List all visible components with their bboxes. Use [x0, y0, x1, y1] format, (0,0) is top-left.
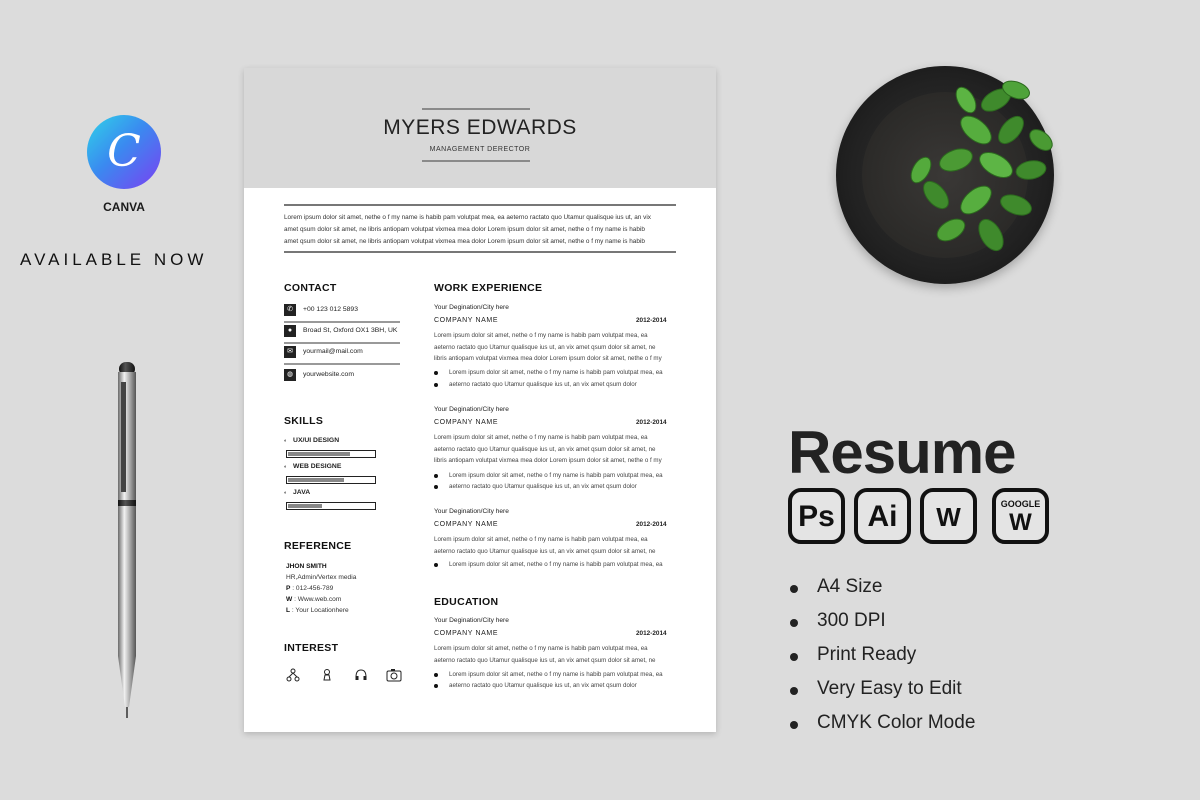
photoshop-icon: [788, 488, 845, 544]
app-icons: [788, 488, 1058, 550]
google-docs-icon: [992, 488, 1049, 544]
contact-title: CONTACT: [284, 282, 337, 294]
skill-bar-fill: [288, 504, 322, 508]
job-title: Your Degination/City here: [434, 508, 509, 515]
education-description-line: aeterno ractato quo Utamur qualisque ius ut, an vix amet qsum dolor sit amet, ne: [434, 656, 656, 664]
product-title: Resume: [788, 419, 1016, 486]
skill-bullet-icon: ◐: [284, 490, 288, 496]
education-bullet-text: aeterno ractato quo Utamur qualisque ius ut, an vix amet qsum dolor: [449, 682, 637, 689]
reference-location-label: L: [286, 607, 291, 614]
bullet-icon: [790, 721, 798, 729]
feature-item: [790, 610, 1050, 644]
feature-text: A4 Size: [817, 576, 883, 597]
job-title: Your Degination/City here: [434, 304, 509, 311]
app-label: W: [936, 502, 961, 532]
chess-icon: [320, 668, 334, 682]
job-description-line: Lorem ipsum dolor sit amet, nethe o f my name is habib pam volutpat mea, ea: [434, 332, 648, 339]
reference-location: : Your Locationhere: [291, 607, 349, 614]
summary-rule: [284, 251, 676, 253]
reference-web: : Www.web.com: [294, 596, 342, 603]
contact-website: yourwebsite.com: [303, 371, 354, 378]
mail-icon: ✉: [284, 346, 296, 358]
app-label: Ai: [867, 500, 898, 533]
network-icon: [286, 668, 300, 682]
contact-row-email: [284, 344, 400, 362]
job-description-line: Lorem ipsum dolor sit amet, nethe o f my name is habib pam volutpat mea, ea: [434, 536, 648, 543]
education-description: [434, 643, 676, 666]
contact-email: yourmail@mail.com: [303, 348, 363, 355]
resume-role: MANAGEMENT DERECTOR: [429, 146, 531, 153]
skills-title: SKILLS: [284, 415, 324, 427]
available-now-tagline: AVAILABLE NOW: [20, 250, 208, 269]
company-name: COMPANY NAME: [434, 317, 499, 324]
job-description-line: aeterno ractato quo Utamur qualisque ius ut, an vix amet qsum dolor sit amet, ne: [434, 445, 656, 453]
app-label: W: [1009, 509, 1032, 536]
job-bullet-text: Lorem ipsum dolor sit amet, nethe o f my name is habib pam volutpat mea, ea: [449, 472, 663, 479]
app-label-top: GOOGLE: [1000, 499, 1041, 509]
job-description-line: libris antiopam volutpat vixmea mea dolor Lorem ipsum dolor sit amet, nethe o f my: [434, 457, 662, 464]
contact-address: Broad St, Oxford OX1 3BH, UK: [303, 327, 398, 334]
bullet-icon: [790, 653, 798, 661]
contact-row-website: [284, 367, 400, 385]
job-bullet-text: Lorem ipsum dolor sit amet, nethe o f my name is habib pam volutpat mea, ea: [449, 561, 663, 568]
education-description-line: Lorem ipsum dolor sit amet, nethe o f my name is habib pam volutpat mea, ea: [434, 645, 648, 652]
job-description: [434, 432, 676, 467]
contact-rule: [284, 363, 400, 365]
headphones-icon: [354, 668, 368, 682]
reference-phone: : 012-456-789: [292, 585, 334, 592]
summary-line: amet qsum dolor sit amet, ne libris antiopam volutpat vixmea mea dolor Lorem ipsum dolor sit amet, nethe o f my name is habib: [284, 238, 645, 245]
skill-bar: [286, 476, 376, 484]
job-years: 2012-2014: [636, 521, 667, 528]
canva-label: CANVA: [103, 200, 145, 214]
contact-row-phone: [284, 302, 400, 320]
word-icon: [920, 488, 977, 544]
pen-image: [112, 362, 142, 722]
job-description-line: aeterno ractato quo Utamur qualisque ius ut, an vix amet qsum dolor sit amet, ne: [434, 547, 656, 555]
company-name: COMPANY NAME: [434, 521, 499, 528]
header-rule: [422, 108, 530, 110]
job-years: 2012-2014: [636, 317, 667, 324]
feature-text: Very Easy to Edit: [817, 678, 962, 699]
summary-text: [284, 212, 676, 248]
company-name: COMPANY NAME: [434, 419, 499, 426]
resume-name: MYERS EDWARDS: [383, 116, 577, 139]
contact-phone: +00 123 012 5893: [303, 306, 358, 313]
feature-item: [790, 576, 1050, 610]
job-years: 2012-2014: [636, 419, 667, 426]
job-bullet-text: Lorem ipsum dolor sit amet, nethe o f my name is habib pam volutpat mea, ea: [449, 369, 663, 376]
job-bullet-text: aeterno ractato quo Utamur qualisque ius ut, an vix amet qsum dolor: [449, 483, 637, 490]
skill-bar-fill: [288, 478, 344, 482]
interest-icons: [286, 668, 406, 684]
job-title: Your Degination/City here: [434, 406, 509, 413]
bullet-icon: [790, 687, 798, 695]
phone-icon: ✆: [284, 304, 296, 316]
education-years: 2012-2014: [636, 630, 667, 637]
education-bullet-text: Lorem ipsum dolor sit amet, nethe o f my name is habib pam volutpat mea, ea: [449, 671, 663, 678]
skill-label: UX/UI DESIGN: [293, 437, 340, 444]
resume-header: [244, 68, 716, 188]
reference-details: [286, 561, 356, 616]
job-bullet-text: aeterno ractato quo Utamur qualisque ius ut, an vix amet qsum dolor: [449, 381, 637, 388]
location-icon: ●: [284, 325, 296, 337]
feature-text: CMYK Color Mode: [817, 712, 976, 733]
globe-icon: ◍: [284, 369, 296, 381]
work-experience-title: WORK EXPERIENCE: [434, 282, 543, 294]
reference-phone-label: P: [286, 585, 291, 592]
summary-line: Lorem ipsum dolor sit amet, nethe o f my name is habib pam volutpat mea, ea aeterno ractato quo Utamur qualisque ius ut, an vix: [284, 214, 651, 221]
interest-title: INTEREST: [284, 642, 339, 654]
job-description: [434, 534, 676, 557]
reference-name: JHON SMITH: [286, 563, 327, 570]
plant-leaves-image: [836, 60, 1066, 290]
feature-item: [790, 712, 1050, 746]
skill-bar-fill: [288, 452, 350, 456]
illustrator-icon: [854, 488, 911, 544]
job-description-line: Lorem ipsum dolor sit amet, nethe o f my name is habib pam volutpat mea, ea: [434, 434, 648, 441]
canva-logo: [87, 115, 161, 189]
feature-item: [790, 644, 1050, 678]
job-description: [434, 330, 676, 365]
app-label: Ps: [798, 500, 835, 533]
education-title: EDUCATION: [434, 596, 499, 608]
skill-label: WEB DESIGNE: [293, 463, 342, 470]
education-institution: COMPANY NAME: [434, 630, 499, 637]
job-description-line: libris antiopam volutpat vixmea mea dolor Lorem ipsum dolor sit amet, nethe o f my: [434, 355, 662, 362]
summary-line: amet qsum dolor sit amet, ne libris antiopam volutpat vixmea mea dolor Lorem ipsum dolor sit amet, nethe o f my name is habib: [284, 226, 645, 233]
skill-bar: [286, 450, 376, 458]
feature-text: 300 DPI: [817, 610, 886, 631]
skill-bullet-icon: ◐: [284, 464, 288, 470]
reference-org: HR,Admin/Vertex media: [286, 574, 357, 581]
job-description-line: aeterno ractato quo Utamur qualisque ius ut, an vix amet qsum dolor sit amet, ne: [434, 343, 656, 351]
reference-title: REFERENCE: [284, 540, 352, 552]
reference-web-label: W: [286, 596, 293, 603]
contact-row-address: [284, 323, 400, 341]
header-rule: [422, 160, 530, 162]
skill-bar: [286, 502, 376, 510]
skill-bullet-icon: ◐: [284, 438, 288, 444]
canva-logo-letter: C: [107, 126, 141, 177]
education-title-line: Your Degination/City here: [434, 617, 509, 624]
feature-item: [790, 678, 1050, 712]
skill-label: JAVA: [293, 489, 311, 496]
camera-icon: [386, 668, 402, 682]
bullet-icon: [790, 619, 798, 627]
summary-rule: [284, 204, 676, 206]
resume-page: [244, 68, 716, 732]
feature-text: Print Ready: [817, 644, 917, 665]
bullet-icon: [790, 585, 798, 593]
